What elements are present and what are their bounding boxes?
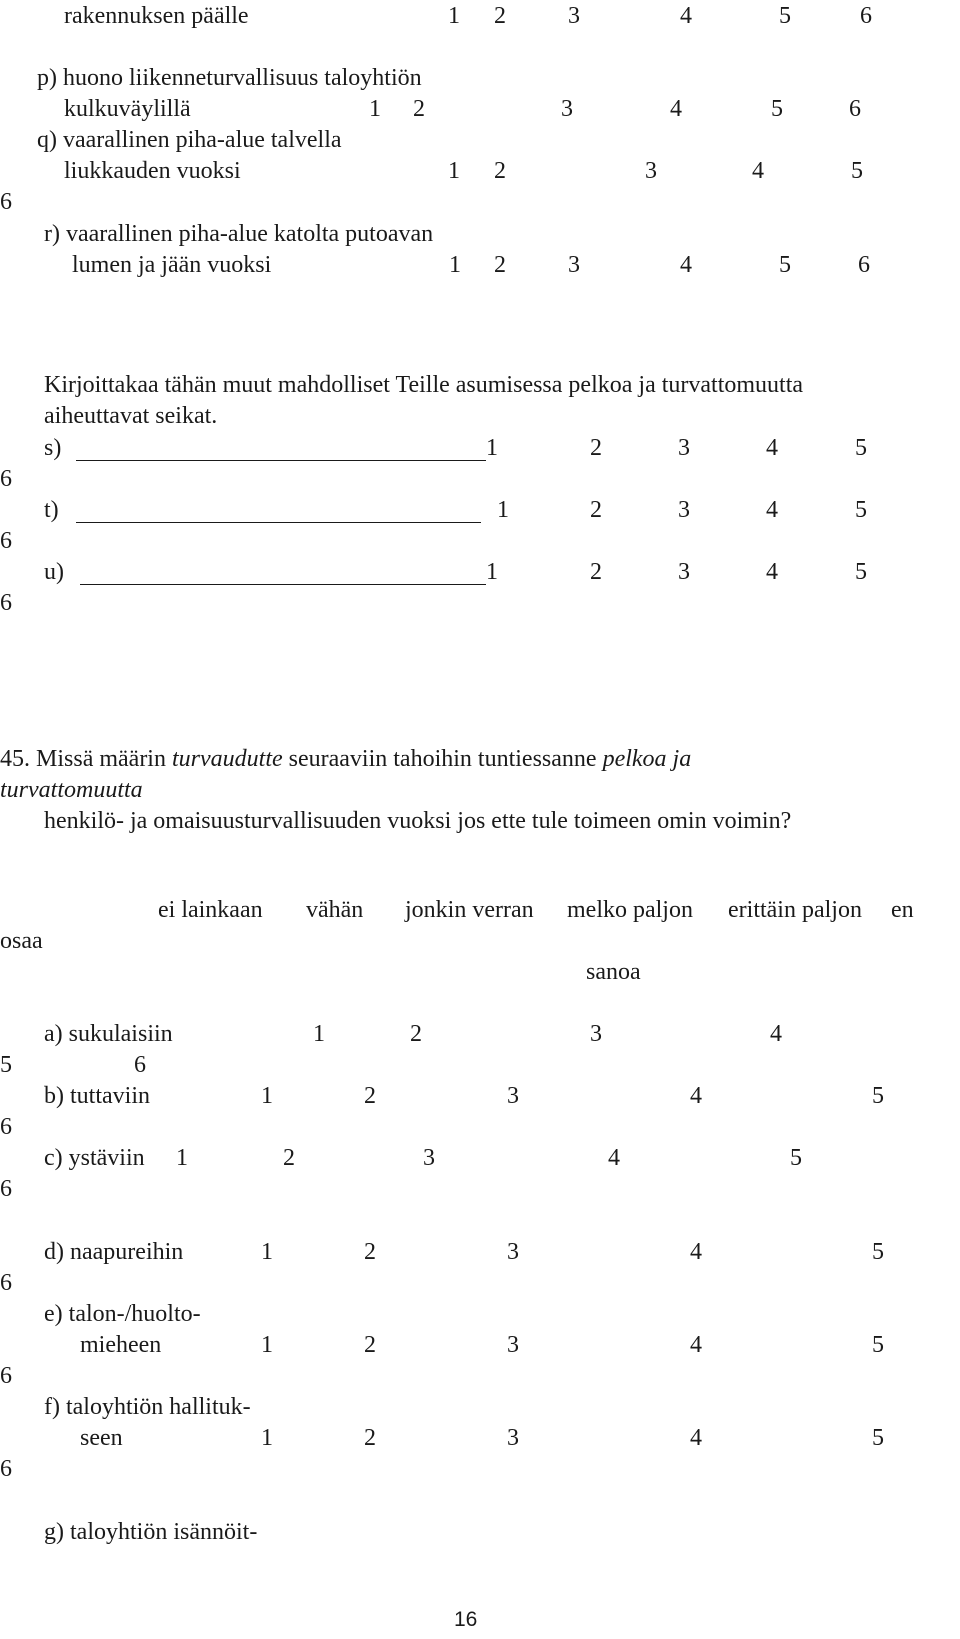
question-text-a: Missä määrin xyxy=(36,746,166,772)
scale-4: 4 xyxy=(690,1332,702,1358)
scale-6: 6 xyxy=(849,96,861,122)
item-u-label: u) xyxy=(44,559,64,585)
scale-1: 1 xyxy=(261,1425,273,1451)
scale-3: 3 xyxy=(590,1021,602,1047)
row-b-label: b) tuttaviin xyxy=(44,1083,150,1109)
scale-5: 5 xyxy=(790,1145,802,1171)
scale-5: 5 xyxy=(872,1239,884,1265)
scale-2: 2 xyxy=(364,1239,376,1265)
scale-3: 3 xyxy=(678,435,690,461)
scale-1: 1 xyxy=(176,1145,188,1171)
item-p-line2: kulkuväylillä xyxy=(64,96,191,122)
scale-5: 5 xyxy=(851,158,863,184)
scale-2: 2 xyxy=(283,1145,295,1171)
row-g-label-line1: g) taloyhtiön isännöit- xyxy=(44,1519,258,1545)
scale-1: 1 xyxy=(448,158,460,184)
scale-2: 2 xyxy=(364,1332,376,1358)
scale-4: 4 xyxy=(690,1425,702,1451)
item-q-line1: q) vaarallinen piha-alue talvella xyxy=(37,127,342,153)
item-u-blank-line xyxy=(80,584,486,585)
scale-1: 1 xyxy=(448,3,460,29)
item-t-label: t) xyxy=(44,497,59,523)
scale-header-3: jonkin verran xyxy=(405,897,534,923)
scale-6: 6 xyxy=(858,252,870,278)
scale-1: 1 xyxy=(261,1083,273,1109)
row-d-label: d) naapureihin xyxy=(44,1239,184,1265)
scale-3: 3 xyxy=(507,1083,519,1109)
item-q-line2: liukkauden vuoksi xyxy=(64,158,241,184)
row-c-label: c) ystäviin xyxy=(44,1145,145,1171)
scale-1: 1 xyxy=(313,1021,325,1047)
scale-1: 1 xyxy=(486,435,498,461)
page-number: 16 xyxy=(454,1608,478,1631)
scale-5: 5 xyxy=(872,1332,884,1358)
scale-6: 6 xyxy=(0,590,12,616)
scale-6: 6 xyxy=(134,1052,146,1078)
item-r-line1: r) vaarallinen piha-alue katolta putoavan xyxy=(44,221,434,247)
scale-4: 4 xyxy=(766,559,778,585)
scale-6: 6 xyxy=(0,1176,12,1202)
scale-4: 4 xyxy=(680,3,692,29)
open-items-instruction-line1: Kirjoittakaa tähän muut mahdolliset Teille asumisessa pelkoa ja turvattomuutta xyxy=(44,372,804,398)
scale-6: 6 xyxy=(0,1363,12,1389)
scale-5: 5 xyxy=(779,3,791,29)
scale-3: 3 xyxy=(507,1332,519,1358)
question-number: 45. xyxy=(0,746,30,772)
scale-3: 3 xyxy=(561,96,573,122)
item-o-continued: rakennuksen päälle xyxy=(64,3,249,29)
scale-6: 6 xyxy=(0,466,12,492)
scale-6: 6 xyxy=(0,189,12,215)
scale-3: 3 xyxy=(507,1425,519,1451)
scale-5: 5 xyxy=(872,1425,884,1451)
scale-header-1: ei lainkaan xyxy=(158,897,263,923)
scale-6: 6 xyxy=(860,3,872,29)
scale-header-6b: osaa xyxy=(0,928,43,954)
item-s-label: s) xyxy=(44,435,62,461)
scale-6: 6 xyxy=(0,1456,12,1482)
scale-header-2: vähän xyxy=(306,897,364,923)
scale-2: 2 xyxy=(590,435,602,461)
question-45-line3: henkilö- ja omaisuusturvallisuuden vuoksi jos ette tule toimeen omin voimin? xyxy=(44,808,792,834)
scale-2: 2 xyxy=(410,1021,422,1047)
open-items-instruction-line2: aiheuttavat seikat. xyxy=(44,403,218,429)
scale-6: 6 xyxy=(0,1270,12,1296)
scale-header-4: melko paljon xyxy=(567,897,693,923)
scale-5: 5 xyxy=(872,1083,884,1109)
scale-3: 3 xyxy=(568,3,580,29)
scale-3: 3 xyxy=(507,1239,519,1265)
scale-3: 3 xyxy=(678,497,690,523)
scale-1: 1 xyxy=(261,1239,273,1265)
scale-header-6c: sanoa xyxy=(586,959,641,985)
scale-2: 2 xyxy=(494,3,506,29)
scale-3: 3 xyxy=(645,158,657,184)
scale-5: 5 xyxy=(771,96,783,122)
scale-4: 4 xyxy=(670,96,682,122)
scale-6: 6 xyxy=(0,1114,12,1140)
scale-4: 4 xyxy=(608,1145,620,1171)
scale-4: 4 xyxy=(690,1083,702,1109)
row-e-label-line1: e) talon-/huolto- xyxy=(44,1301,201,1327)
question-text-emphasis-2: pelkoa ja xyxy=(602,746,692,772)
scale-6: 6 xyxy=(0,528,12,554)
item-t-blank-line xyxy=(76,522,481,523)
row-f-label-line2: seen xyxy=(80,1425,123,1451)
scale-5: 5 xyxy=(855,497,867,523)
scale-1: 1 xyxy=(497,497,509,523)
scale-2: 2 xyxy=(590,497,602,523)
scale-2: 2 xyxy=(494,158,506,184)
row-a-label: a) sukulaisiin xyxy=(44,1021,173,1047)
scale-2: 2 xyxy=(494,252,506,278)
scale-4: 4 xyxy=(690,1239,702,1265)
scale-2: 2 xyxy=(590,559,602,585)
scale-3: 3 xyxy=(568,252,580,278)
scale-2: 2 xyxy=(364,1425,376,1451)
question-45-line2: turvattomuutta xyxy=(0,777,143,803)
scale-1: 1 xyxy=(369,96,381,122)
question-text-c: seuraaviin tahoihin tuntiessanne xyxy=(288,746,597,772)
scale-4: 4 xyxy=(770,1021,782,1047)
item-s-blank-line xyxy=(76,460,486,461)
scale-1: 1 xyxy=(486,559,498,585)
scale-2: 2 xyxy=(413,96,425,122)
scale-5: 5 xyxy=(779,252,791,278)
scale-5: 5 xyxy=(0,1052,12,1078)
scale-4: 4 xyxy=(752,158,764,184)
scale-2: 2 xyxy=(364,1083,376,1109)
question-text-emphasis-1: turvaudutte xyxy=(171,746,283,772)
question-45-line1 xyxy=(0,747,691,771)
scale-1: 1 xyxy=(261,1332,273,1358)
row-f-label-line1: f) taloyhtiön hallituk- xyxy=(44,1394,251,1420)
item-p-line1: p) huono liikenneturvallisuus taloyhtiön xyxy=(37,65,422,91)
scale-3: 3 xyxy=(423,1145,435,1171)
scale-4: 4 xyxy=(680,252,692,278)
row-e-label-line2: mieheen xyxy=(80,1332,162,1358)
item-r-line2: lumen ja jään vuoksi xyxy=(72,252,272,278)
scale-header-5: erittäin paljon xyxy=(728,897,862,923)
scale-4: 4 xyxy=(766,435,778,461)
scale-3: 3 xyxy=(678,559,690,585)
scale-5: 5 xyxy=(855,559,867,585)
scale-1: 1 xyxy=(449,252,461,278)
scale-header-6a: en xyxy=(891,897,914,923)
scale-4: 4 xyxy=(766,497,778,523)
scale-5: 5 xyxy=(855,435,867,461)
